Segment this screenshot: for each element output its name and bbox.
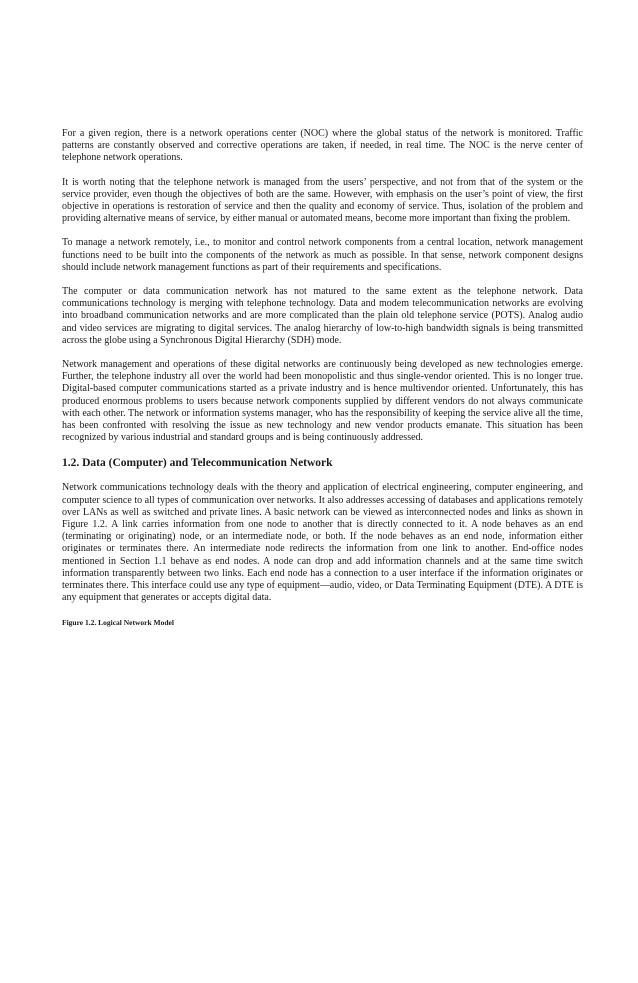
document-page — [62, 128, 583, 629]
paragraph-user-perspective: It is worth noting that the telephone network is managed from the users’ perspective, and not from that of the system or the service provider, even though the objectives of both are the same. However, with emphasis on the user’s point of view, the first objective in operations is restoration of service and then the quality and economy of service. Thus, isolation of the problem and providing alternative means of service, by either manual or automated means, become more important than fixing the problem. — [62, 176, 583, 225]
paragraph-multivendor: Network management and operations of these digital networks are continuously being developed as new technologies emerge. Further, the telephone industry all over the world had been monopolistic and thus single-vendor oriented. This is no longer true. Digital-based computer communications started as a private industry and is hence multivendor oriented. Unfortunately, this has produced enormous problems to users because network components supplied by different vendors do not always communicate with each other. The network or information systems manager, who has the responsibility of keeping the service alive all the time, has been confronted with resolving the issue as new technology and new vendor products emanate. This situation has been recognized by various industrial and standard groups and is being continuously addressed. — [62, 359, 583, 444]
figure-caption: Figure 1.2. Logical Network Model — [62, 617, 174, 627]
section-heading: 1.2. Data (Computer) and Telecommunication Network — [62, 457, 333, 470]
paragraph-data-networks: The computer or data communication network has not matured to the same extent as the telephone network. Data communications technology is merging with telephone technology. Data and modem telecommunication networks are evolving into broadband communication networks and are more complicated than the plain old telephone service (POTS). Analog audio and video services are migrating to digital services. The analog hierarchy of low-to-high bandwidth signals is being transmitted across the globe using a Synchronous Digital Hierarchy (SDH) mode. — [62, 286, 583, 346]
paragraph-remote-management: To manage a network remotely, i.e., to monitor and control network components from a central location, network management functions need to be built into the components of the network as much as possible. In that sense, network component designs should include network management functions as part of their requirements and specifications. — [62, 237, 583, 273]
paragraph-noc: For a given region, there is a network operations center (NOC) where the global status of the network is monitored. Traffic patterns are constantly observed and corrective operations are taken, if needed, in real time. The NOC is the nerve center of telephone network operations. — [62, 128, 583, 164]
paragraph-network-communications: Network communications technology deals with the theory and application of electrical engineering, computer engineering, and computer science to all types of communication over networks. It also addresses accessing of databases and applications remotely over LANs as well as switched and private lines. A basic network can be viewed as interconnected nodes and links as shown in Figure 1.2. A link carries information from one node to another that is directly connected to it. A node behaves as an end (terminating or originating) node, or an intermediate node, or both. If the node behaves as an end node, information either originates or terminates there. An intermediate node redirects the information from one link to another. End-office nodes mentioned in Section 1.1 behave as end nodes. A node can drop and add information channels and at the same time switch information transparently between two links. Each end node has a connection to a user interface if the information originates or terminates there. This interface could use any type of equipment—audio, video, or Data Terminating Equipment (DTE). A DTE is any equipment that generates or accepts digital data. — [62, 482, 583, 604]
